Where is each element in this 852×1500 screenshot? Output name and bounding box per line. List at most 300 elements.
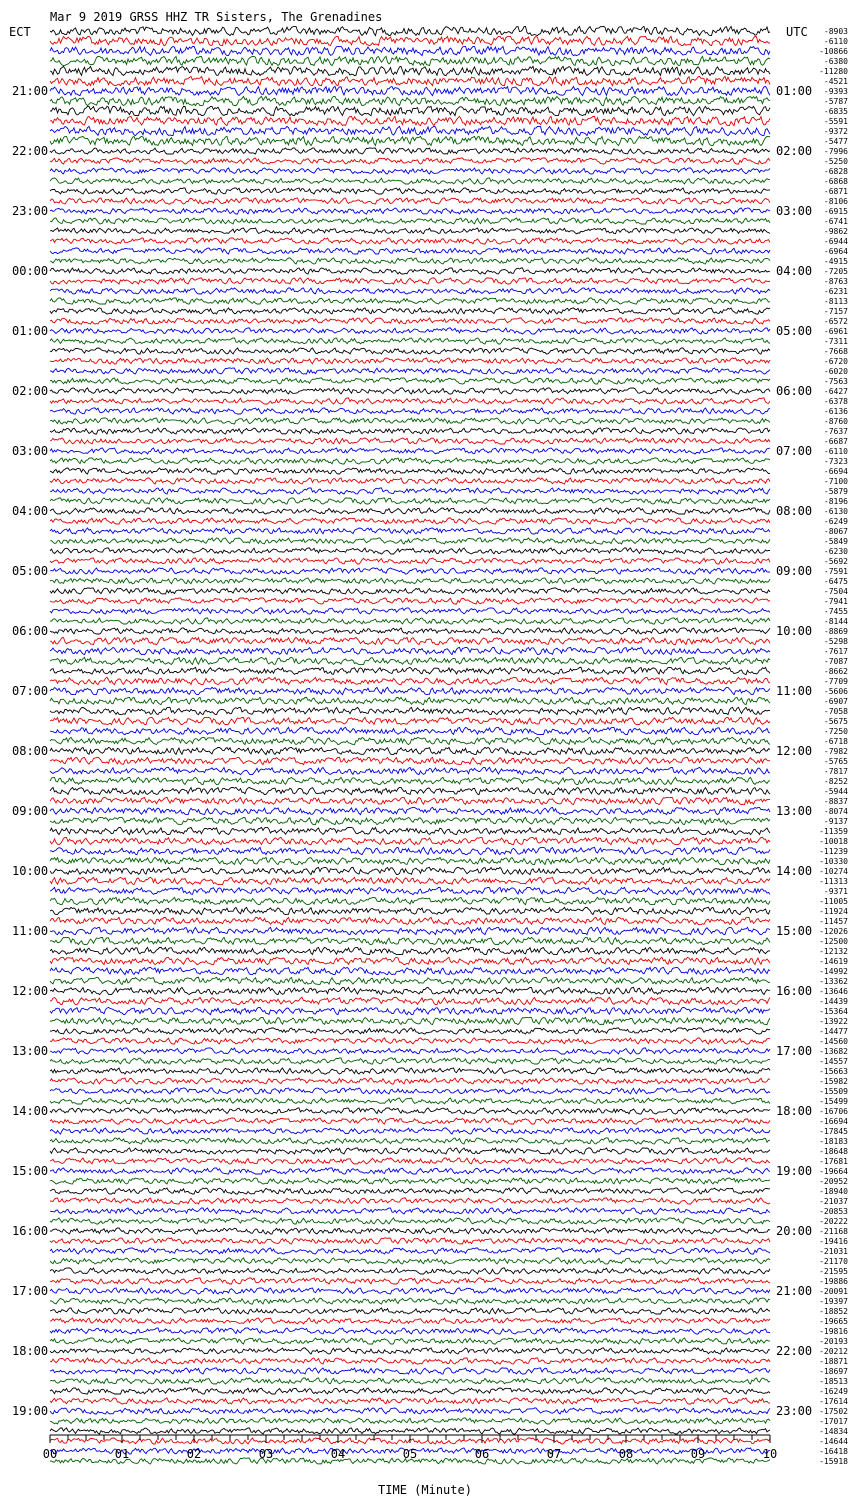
trace-offset-label: -18697 (819, 1367, 848, 1376)
trace-line (50, 947, 770, 954)
trace-line (50, 877, 770, 884)
trace-line (50, 488, 770, 494)
trace-line (50, 817, 770, 824)
trace-offset-label: -6427 (823, 387, 848, 396)
trace-offset-label: -5879 (823, 487, 848, 496)
right-hour-label: 10:00 (776, 624, 813, 638)
trace-offset-label: -10018 (819, 837, 848, 846)
x-tick-label: 03 (258, 1447, 274, 1461)
trace-line (50, 538, 770, 544)
right-hour-label: 05:00 (776, 324, 813, 338)
trace-line (50, 1138, 770, 1144)
trace-line (50, 1058, 770, 1064)
trace-offset-label: -7205 (823, 267, 848, 276)
right-hour-label: 01:00 (776, 84, 813, 98)
trace-line (50, 1148, 770, 1154)
left-hour-label: 10:00 (12, 864, 49, 878)
trace-offset-label: -6687 (823, 437, 848, 446)
trace-offset-label: -6871 (823, 187, 848, 196)
trace-offset-label: -5591 (823, 117, 848, 126)
trace-offset-label: -8144 (823, 617, 848, 626)
trace-offset-label: -6110 (823, 37, 848, 46)
trace-line (50, 76, 770, 85)
trace-offset-label: -14477 (819, 1027, 848, 1036)
trace-offset-label: -8763 (823, 277, 848, 286)
right-hour-label: 09:00 (776, 564, 813, 578)
left-hour-label: 14:00 (12, 1104, 49, 1118)
trace-line (50, 1098, 770, 1104)
trace-offset-label: -7709 (823, 677, 848, 686)
trace-offset-label: -7100 (823, 477, 848, 486)
trace-offset-label: -5477 (823, 137, 848, 146)
trace-line (50, 987, 770, 994)
left-hour-label: 17:00 (12, 1284, 49, 1298)
trace-offset-label: -19416 (819, 1237, 848, 1246)
trace-line (50, 687, 770, 694)
trace-offset-label: -15663 (819, 1067, 848, 1076)
trace-line (50, 528, 770, 534)
right-hour-label: 12:00 (776, 744, 813, 758)
x-tick-label: 06 (474, 1447, 490, 1461)
trace-line (50, 1278, 770, 1284)
trace-line (50, 1338, 770, 1344)
trace-offset-label: -7504 (823, 587, 848, 596)
right-hour-label: 02:00 (776, 144, 813, 158)
right-hour-labels (776, 84, 812, 1418)
left-hour-label: 11:00 (12, 924, 49, 938)
trace-offset-label: -8760 (823, 417, 848, 426)
right-hour-label: 23:00 (776, 1404, 813, 1418)
trace-offset-label: -5765 (823, 757, 848, 766)
trace-offset-label: -6230 (823, 547, 848, 556)
left-hour-label: 01:00 (12, 324, 49, 338)
left-hour-label: 19:00 (12, 1404, 49, 1418)
left-hour-label: 15:00 (12, 1164, 49, 1178)
trace-line (50, 1368, 770, 1374)
trace-offset-label: -6964 (823, 247, 848, 256)
trace-offset-label: -17502 (819, 1407, 848, 1416)
left-hour-label: 16:00 (12, 1224, 49, 1238)
seismic-traces (50, 26, 770, 1464)
trace-offset-label: -12132 (819, 947, 848, 956)
left-hour-label: 18:00 (12, 1344, 49, 1358)
trace-offset-label: -6868 (823, 177, 848, 186)
trace-line (50, 1118, 770, 1124)
left-hour-label: 13:00 (12, 1044, 49, 1058)
trace-offset-label: -8662 (823, 667, 848, 676)
trace-offset-label: -4915 (823, 257, 848, 266)
trace-line (50, 548, 770, 554)
trace-line (50, 1228, 770, 1234)
left-hour-label: 03:00 (12, 444, 49, 458)
chart-title: Mar 9 2019 GRSS HHZ TR Sisters, The Grenadines (50, 10, 383, 24)
trace-line (50, 637, 770, 644)
left-hour-label: 00:00 (12, 264, 49, 278)
trace-line (50, 767, 770, 774)
trace-line (50, 96, 770, 105)
trace-line (50, 717, 770, 724)
trace-line (50, 897, 770, 904)
trace-line (50, 1198, 770, 1204)
trace-offset-label: -11239 (819, 847, 848, 856)
trace-offset-label: -9862 (823, 227, 848, 236)
trace-offset-label: -11280 (819, 67, 848, 76)
trace-offset-label: -7637 (823, 427, 848, 436)
trace-line (50, 1108, 770, 1114)
trace-offset-label: -7323 (823, 457, 848, 466)
trace-line (50, 1178, 770, 1184)
trace-line (50, 398, 770, 404)
trace-offset-label: -8196 (823, 497, 848, 506)
trace-offset-label: -15499 (819, 1097, 848, 1106)
trace-offset-label: -4521 (823, 77, 848, 86)
trace-offset-label: -20193 (819, 1337, 848, 1346)
trace-line (50, 126, 770, 135)
trace-offset-label: -8837 (823, 797, 848, 806)
trace-offset-label: -7058 (823, 707, 848, 716)
trace-offset-label: -7157 (823, 307, 848, 316)
trace-offset-label: -17017 (819, 1417, 848, 1426)
trace-offset-label: -16694 (819, 1117, 848, 1126)
trace-offset-label: -5849 (823, 537, 848, 546)
trace-offset-label: -5606 (823, 687, 848, 696)
trace-offset-label: -21168 (819, 1227, 848, 1236)
trace-line (50, 278, 770, 284)
trace-offset-label: -5944 (823, 787, 848, 796)
x-tick-label: 08 (618, 1447, 634, 1461)
right-hour-label: 19:00 (776, 1164, 813, 1178)
trace-line (50, 618, 770, 624)
trace-line (50, 1208, 770, 1214)
trace-offset-label: -13646 (819, 987, 848, 996)
trace-line (50, 148, 770, 154)
trace-line (50, 86, 770, 95)
right-hour-label: 11:00 (776, 684, 813, 698)
trace-offset-label: -14560 (819, 1037, 848, 1046)
trace-offset-label: -18871 (819, 1357, 848, 1366)
trace-line (50, 1068, 770, 1074)
trace-line (50, 887, 770, 894)
trace-line (50, 997, 770, 1004)
trace-offset-label: -20222 (819, 1217, 848, 1226)
trace-offset-label: -20091 (819, 1287, 848, 1296)
trace-line (50, 737, 770, 744)
trace-offset-label: -14834 (819, 1427, 848, 1436)
trace-offset-label: -7455 (823, 607, 848, 616)
right-hour-label: 20:00 (776, 1224, 813, 1238)
trace-line (50, 1248, 770, 1254)
x-tick-label: 02 (186, 1447, 202, 1461)
trace-offset-label: -19665 (819, 1317, 848, 1326)
trace-offset-label: -18852 (819, 1307, 848, 1316)
trace-line (50, 1308, 770, 1314)
left-hour-label: 22:00 (12, 144, 49, 158)
x-tick-label: 01 (114, 1447, 130, 1461)
trace-offset-label: -5250 (823, 157, 848, 166)
right-hour-label: 17:00 (776, 1044, 813, 1058)
right-hour-label: 04:00 (776, 264, 813, 278)
trace-line (50, 448, 770, 454)
trace-line (50, 598, 770, 604)
trace-offset-label: -11457 (819, 917, 848, 926)
trace-line (50, 438, 770, 444)
trace-line (50, 298, 770, 304)
trace-line (50, 857, 770, 864)
trace-line (50, 588, 770, 594)
trace-line (50, 677, 770, 684)
trace-offset-label: -10866 (819, 47, 848, 56)
trace-offset-label: -5787 (823, 97, 848, 106)
trace-offset-label: -11005 (819, 897, 848, 906)
trace-line (50, 56, 770, 65)
trace-line (50, 667, 770, 674)
trace-offset-label: -19397 (819, 1297, 848, 1306)
trace-offset-label: -8869 (823, 627, 848, 636)
trace-offset-label: -11313 (819, 877, 848, 886)
trace-offset-label: -18940 (819, 1187, 848, 1196)
trace-offset-label: -6475 (823, 577, 848, 586)
trace-offset-label: -5298 (823, 637, 848, 646)
trace-line (50, 608, 770, 614)
trace-line (50, 106, 770, 115)
trace-line (50, 657, 770, 664)
trace-offset-label: -20952 (819, 1177, 848, 1186)
left-hour-label: 04:00 (12, 504, 49, 518)
trace-offset-label: -7982 (823, 747, 848, 756)
trace-offset-label: -6249 (823, 517, 848, 526)
trace-line (50, 468, 770, 474)
trace-offset-label: -16249 (819, 1387, 848, 1396)
trace-line (50, 1388, 770, 1394)
trace-offset-label: -8903 (823, 27, 848, 36)
trace-offset-label: -6694 (823, 467, 848, 476)
trace-line (50, 518, 770, 524)
trace-line (50, 178, 770, 184)
trace-line (50, 378, 770, 384)
trace-line (50, 1078, 770, 1084)
left-hour-label: 23:00 (12, 204, 49, 218)
trace-line (50, 1168, 770, 1174)
trace-line (50, 1007, 770, 1014)
trace-line (50, 1088, 770, 1094)
trace-offset-label: -14644 (819, 1437, 848, 1446)
trace-line (50, 168, 770, 174)
trace-offset-label: -6110 (823, 447, 848, 456)
left-hour-label: 07:00 (12, 684, 49, 698)
trace-offset-label: -10330 (819, 857, 848, 866)
x-tick-label: 00 (42, 1447, 58, 1461)
trace-offset-label: -19886 (819, 1277, 848, 1286)
trace-line (50, 358, 770, 364)
trace-offset-label: -6835 (823, 107, 848, 116)
trace-offset-label: -15918 (819, 1457, 848, 1466)
trace-offset-label: -6378 (823, 397, 848, 406)
trace-line (50, 917, 770, 924)
trace-offset-label: -21595 (819, 1267, 848, 1276)
trace-line (50, 647, 770, 654)
trace-line (50, 46, 770, 55)
trace-offset-label: -6961 (823, 327, 848, 336)
trace-offset-label: -15982 (819, 1077, 848, 1086)
x-axis-label: TIME (Minute) (378, 1483, 472, 1497)
trace-line (50, 937, 770, 944)
trace-line (50, 1268, 770, 1274)
trace-line (50, 837, 770, 844)
trace-line (50, 1048, 770, 1054)
trace-line (50, 36, 770, 45)
trace-line (50, 847, 770, 854)
trace-line (50, 787, 770, 794)
trace-line (50, 558, 770, 564)
trace-line (50, 116, 770, 125)
trace-line (50, 66, 770, 75)
trace-offset-label: -14439 (819, 997, 848, 1006)
trace-line (50, 1038, 770, 1044)
trace-line (50, 707, 770, 714)
trace-line (50, 248, 770, 254)
trace-offset-label: -6944 (823, 237, 848, 246)
right-hour-label: 18:00 (776, 1104, 813, 1118)
trace-line (50, 158, 770, 164)
left-hour-label: 12:00 (12, 984, 49, 998)
right-hour-label: 16:00 (776, 984, 813, 998)
right-timezone-label: UTC (786, 25, 808, 39)
trace-offset-label: -7591 (823, 567, 848, 576)
trace-offset-label: -10274 (819, 867, 848, 876)
trace-offset-label: -6231 (823, 287, 848, 296)
left-hour-label: 09:00 (12, 804, 49, 818)
trace-offset-label: -5675 (823, 717, 848, 726)
trace-line (50, 328, 770, 334)
x-tick-label: 10 (762, 1447, 778, 1461)
right-hour-label: 07:00 (776, 444, 813, 458)
trace-offset-label: -11924 (819, 907, 848, 916)
trace-line (50, 428, 770, 434)
right-hour-label: 15:00 (776, 924, 813, 938)
trace-line (50, 777, 770, 784)
trace-offset-label: -16418 (819, 1447, 848, 1456)
trace-offset-label: -18513 (819, 1377, 848, 1386)
right-hour-label: 06:00 (776, 384, 813, 398)
left-timezone-label: ECT (9, 25, 31, 39)
trace-line (50, 907, 770, 914)
trace-offset-label: -7941 (823, 597, 848, 606)
trace-line (50, 1188, 770, 1194)
trace-line (50, 238, 770, 244)
trace-line (50, 1298, 770, 1304)
trace-offset-label: -7817 (823, 767, 848, 776)
trace-offset-label: -8067 (823, 527, 848, 536)
x-tick-label: 07 (546, 1447, 562, 1461)
left-hour-label: 08:00 (12, 744, 49, 758)
trace-line (50, 188, 770, 194)
trace-offset-label: -14619 (819, 957, 848, 966)
trace-line (50, 568, 770, 574)
trace-offset-label: -6915 (823, 207, 848, 216)
trace-offset-label: -7668 (823, 347, 848, 356)
left-hour-label: 05:00 (12, 564, 49, 578)
trace-offset-label: -6828 (823, 167, 848, 176)
trace-line (50, 1318, 770, 1324)
trace-line (50, 1017, 770, 1024)
trace-offset-label: -8252 (823, 777, 848, 786)
x-tick-label: 04 (330, 1447, 346, 1461)
trace-line (50, 1158, 770, 1164)
trace-offset-label: -9372 (823, 127, 848, 136)
trace-line (50, 348, 770, 354)
trace-line (50, 208, 770, 214)
trace-offset-label: -15509 (819, 1087, 848, 1096)
trace-line (50, 1238, 770, 1244)
trace-offset-label: -6907 (823, 697, 848, 706)
trace-offset-label: -6136 (823, 407, 848, 416)
trace-offset-label: -8106 (823, 197, 848, 206)
trace-offset-label: -20212 (819, 1347, 848, 1356)
trace-line (50, 218, 770, 224)
trace-offset-labels (819, 27, 848, 1466)
trace-offset-label: -7250 (823, 727, 848, 736)
trace-offset-label: -9137 (823, 817, 848, 826)
trace-offset-label: -6718 (823, 737, 848, 746)
trace-offset-label: -14557 (819, 1057, 848, 1066)
trace-offset-label: -5692 (823, 557, 848, 566)
trace-offset-label: -14992 (819, 967, 848, 976)
trace-offset-label: -13682 (819, 1047, 848, 1056)
trace-line (50, 1348, 770, 1354)
trace-line (50, 747, 770, 754)
trace-line (50, 368, 770, 374)
trace-line (50, 1398, 770, 1404)
trace-line (50, 338, 770, 344)
trace-offset-label: -6720 (823, 357, 848, 366)
trace-line (50, 508, 770, 514)
x-tick-label: 09 (690, 1447, 706, 1461)
left-hour-labels (12, 84, 48, 1418)
trace-line (50, 198, 770, 204)
trace-line (50, 697, 770, 704)
trace-offset-label: -7996 (823, 147, 848, 156)
trace-line (50, 578, 770, 584)
trace-line (50, 1358, 770, 1364)
right-hour-label: 21:00 (776, 1284, 813, 1298)
trace-offset-label: -8113 (823, 297, 848, 306)
trace-line (50, 418, 770, 424)
trace-offset-label: -19816 (819, 1327, 848, 1336)
trace-offset-label: -18648 (819, 1147, 848, 1156)
trace-line (50, 498, 770, 504)
trace-line (50, 1328, 770, 1334)
x-axis-ticks (43, 1435, 777, 1461)
trace-offset-label: -20853 (819, 1207, 848, 1216)
trace-line (50, 727, 770, 734)
trace-offset-label: -21037 (819, 1197, 848, 1206)
trace-offset-label: -21031 (819, 1247, 848, 1256)
trace-line (50, 757, 770, 764)
trace-offset-label: -17845 (819, 1127, 848, 1136)
trace-line (50, 288, 770, 294)
trace-offset-label: -18183 (819, 1137, 848, 1146)
trace-offset-label: -6572 (823, 317, 848, 326)
trace-line (50, 1218, 770, 1224)
trace-line (50, 628, 770, 634)
trace-offset-label: -17681 (819, 1157, 848, 1166)
trace-line (50, 867, 770, 874)
left-hour-label: 06:00 (12, 624, 49, 638)
right-hour-label: 14:00 (776, 864, 813, 878)
trace-offset-label: -15364 (819, 1007, 848, 1016)
trace-offset-label: -7087 (823, 657, 848, 666)
left-hour-label: 21:00 (12, 84, 49, 98)
